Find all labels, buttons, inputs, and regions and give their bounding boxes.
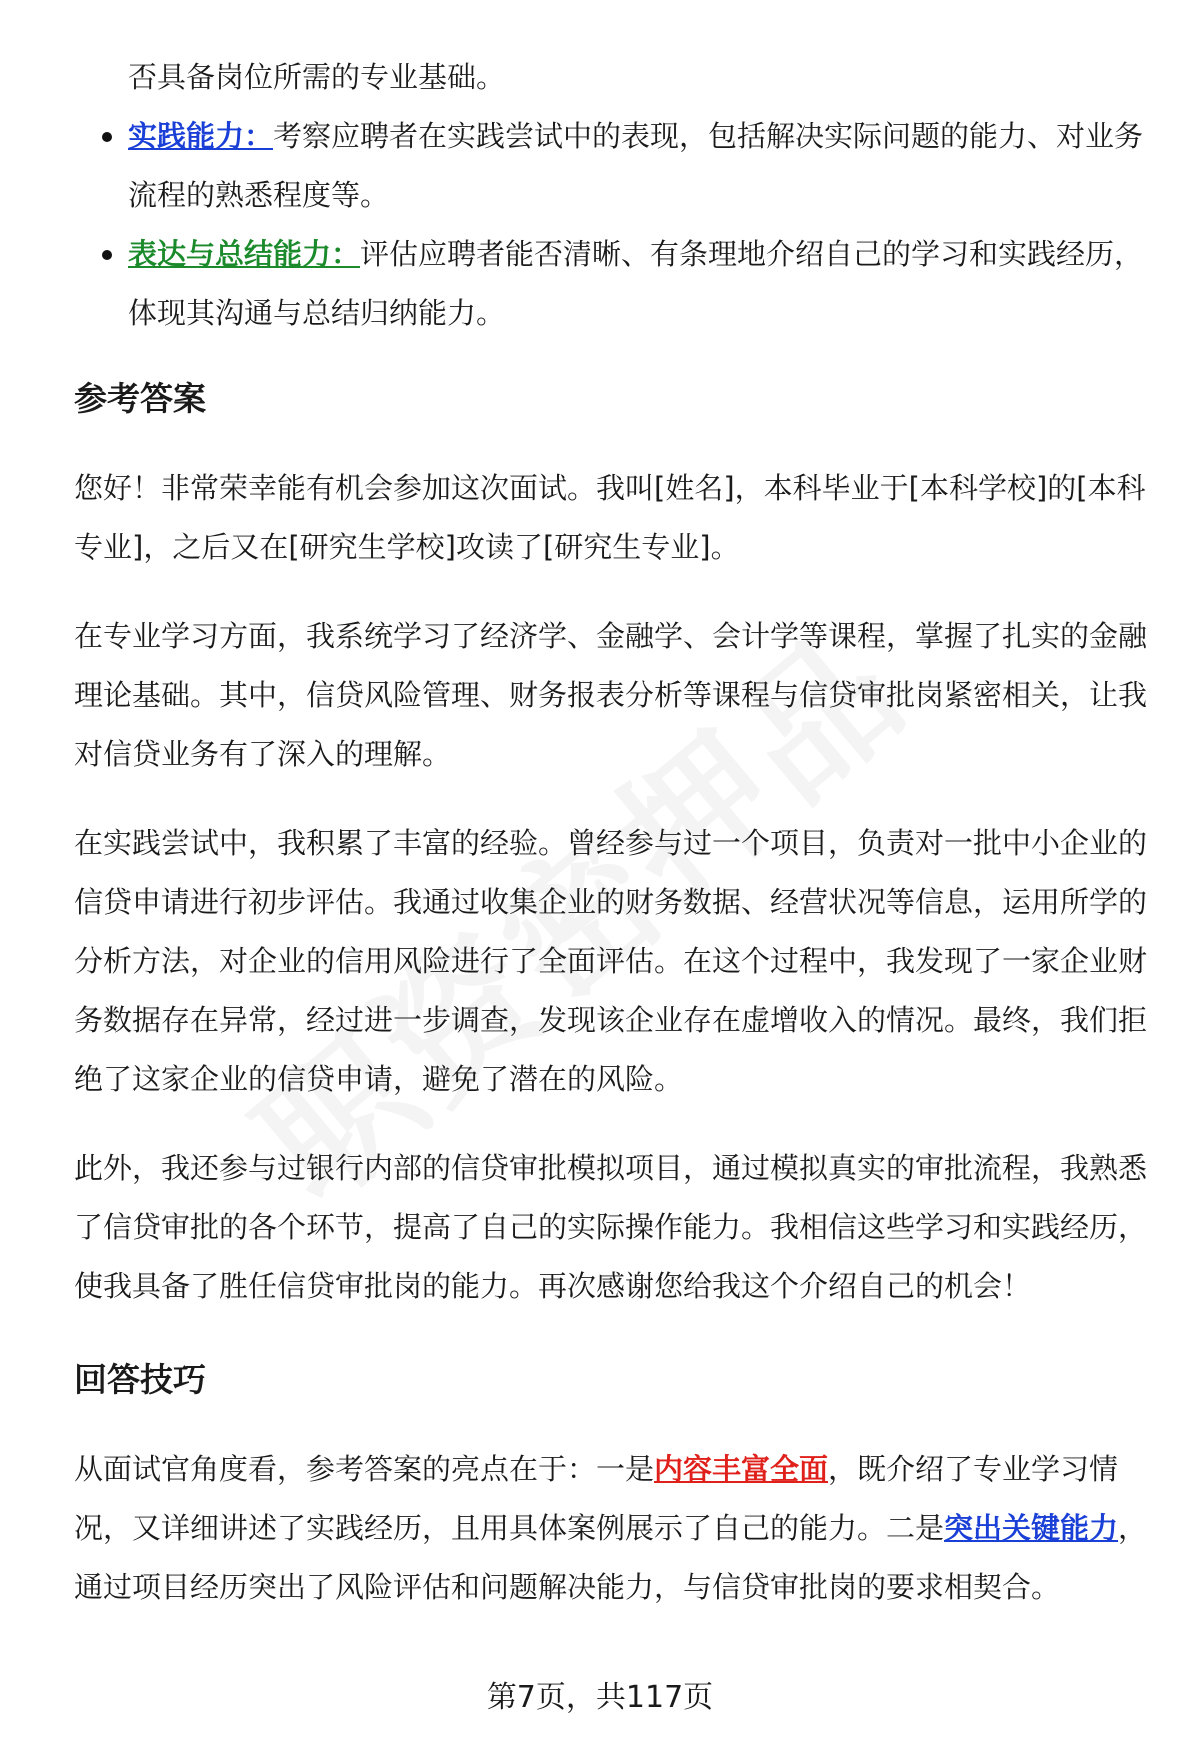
bullet-label: 实践能力： — [128, 119, 274, 153]
page-content — [74, 48, 1154, 1647]
section-heading-reference: 参考答案 — [74, 379, 206, 418]
bullet-text: 评估应聘者能否清晰、有条理地介绍自己的学习和实践经历，体现其沟通与总结归纳能力。 — [128, 237, 1144, 330]
answer-paragraph: 此外，我还参与过银行内部的信贷审批模拟项目，通过模拟真实的审批流程，我熟悉了信贷审批的各个环节，提高了自己的实际操作能力。我相信这些学习和实践经历，使我具备了胜任信贷审批岗的能力。再次感谢您给我这个介绍自己的机会！ — [74, 1151, 1148, 1303]
list-item — [74, 225, 1154, 343]
tips-text: ，既介绍了专业学习情况，又详细讲述了实践经历，且用具体案例展示了自己的能力。二是 — [74, 1452, 1119, 1545]
answer-paragraph: 在专业学习方面，我系统学习了经济学、金融学、会计学等课程，掌握了扎实的金融理论基础。其中，信贷风险管理、财务报表分析等课程与信贷审批岗紧密相关，让我对信贷业务有了深入的理解。 — [74, 619, 1148, 771]
answer-paragraph: 您好！非常荣幸能有机会参加这次面试。我叫[姓名]，本科毕业于[本科学校]的[本科专业]，之后又在[研究生学校]攻读了[研究生专业]。 — [74, 471, 1146, 564]
section-heading-tips: 回答技巧 — [74, 1360, 206, 1399]
continuation-line: 否具备岗位所需的专业基础。 — [128, 60, 506, 94]
page-number: 第7页，共117页 — [486, 1680, 714, 1715]
bullet-label: 表达与总结能力： — [128, 237, 361, 271]
list-item — [74, 107, 1154, 225]
tips-text: 从面试官角度看，参考答案的亮点在于：一是 — [74, 1452, 655, 1486]
bullet-icon — [102, 250, 112, 260]
highlight-keyword: 突出关键能力 — [944, 1511, 1119, 1545]
answer-paragraph: 在实践尝试中，我积累了丰富的经验。曾经参与过一个项目，负责对一批中小企业的信贷申请进行初步评估。我通过收集企业的财务数据、经营状况等信息，运用所学的分析方法，对企业的信用风险进行了全面评估。在这个过程中，我发现了一家企业财务数据存在异常，经过进一步调查，发现该企业存在虚增收入的情况。最终，我们拒绝了这家企业的信贷申请，避免了潜在的风险。 — [74, 826, 1148, 1096]
highlight-keyword: 内容丰富全面 — [654, 1452, 829, 1486]
bullet-text: 考察应聘者在实践尝试中的表现，包括解决实际问题的能力、对业务流程的熟悉程度等。 — [128, 119, 1144, 212]
criteria-list — [74, 107, 1154, 343]
tips-text: ，通过项目经历突出了风险评估和问题解决能力，与信贷审批岗的要求相契合。 — [74, 1511, 1148, 1604]
bullet-icon — [102, 132, 112, 142]
tips-paragraph — [74, 1440, 1154, 1617]
